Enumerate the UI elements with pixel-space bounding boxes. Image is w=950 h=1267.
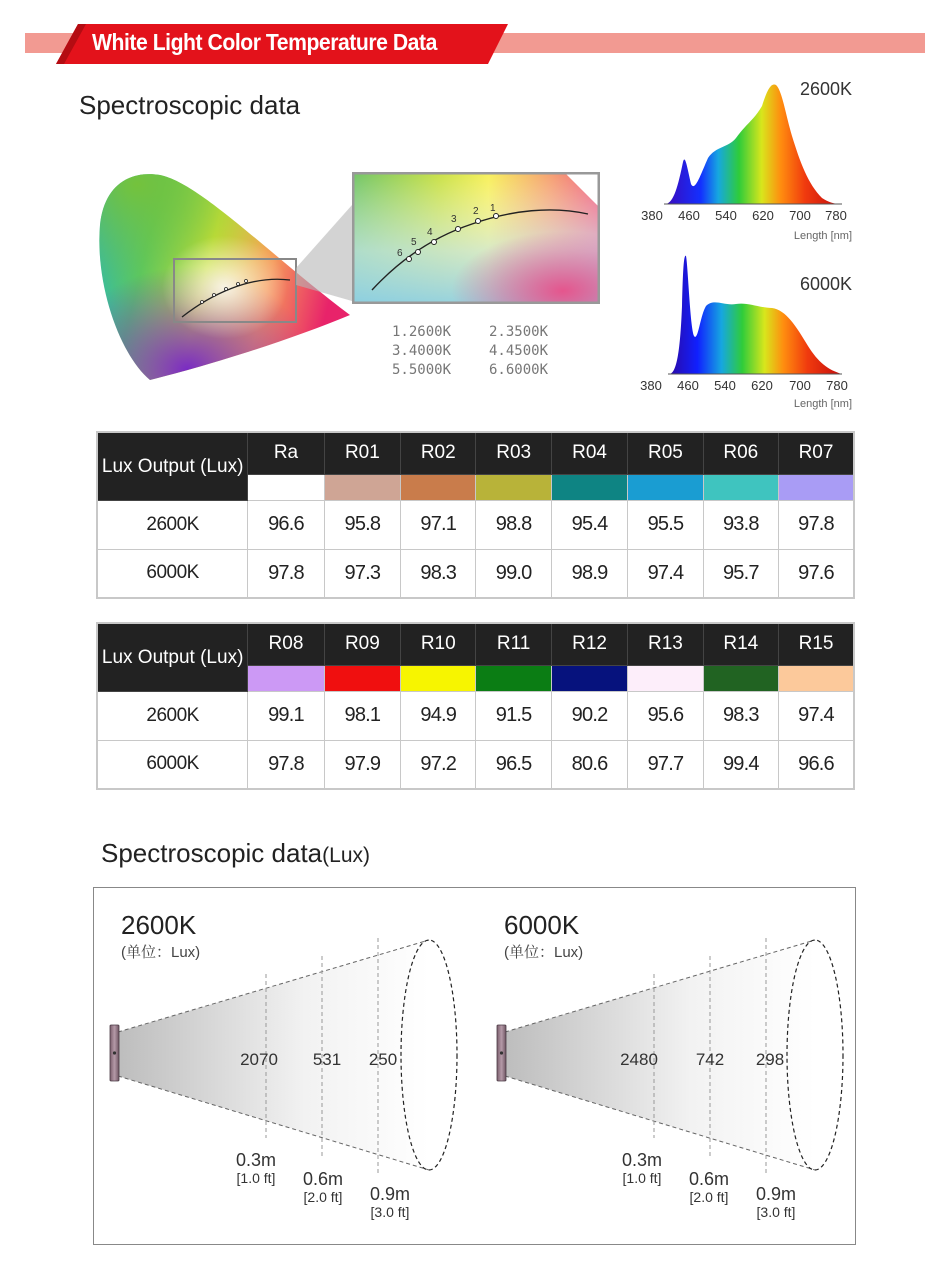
color-swatch: [703, 665, 778, 691]
table-cell: 99.1: [248, 691, 324, 740]
color-swatch: [628, 474, 703, 500]
lux-temp-label: 2600K: [121, 910, 197, 940]
color-swatch: [628, 665, 703, 691]
table-cell: 97.6: [779, 549, 854, 598]
color-swatch: [703, 474, 778, 500]
distance-feet: [1.0 ft]: [236, 1170, 276, 1186]
table-cell: 99.4: [703, 740, 778, 789]
table-cell: 96.6: [248, 500, 324, 549]
column-header: R15: [779, 623, 854, 665]
x-tick-label: 620: [752, 208, 774, 223]
table-cell: 97.9: [324, 740, 400, 789]
lux-unit-label: (单位：Lux): [504, 944, 584, 961]
color-swatch: [248, 665, 324, 691]
table-cell: 98.3: [703, 691, 778, 740]
color-swatch: [779, 474, 854, 500]
column-header: R14: [703, 623, 778, 665]
color-swatch: [248, 474, 324, 500]
lux-panel: [93, 887, 856, 1245]
table-cell: 97.4: [779, 691, 854, 740]
column-header: R08: [248, 623, 324, 665]
distance-meters: 0.6m: [302, 1169, 344, 1189]
lux-value: 2480: [620, 1050, 658, 1069]
table-cell: 95.7: [703, 549, 778, 598]
distance-label: [370, 1185, 410, 1220]
x-tick-label: 460: [678, 208, 700, 223]
cct-item: 4.4500K: [489, 343, 549, 359]
cie-diagram: [90, 165, 360, 385]
column-header: R07: [779, 432, 854, 474]
lux-value: 298: [755, 1050, 785, 1069]
distance-feet: [2.0 ft]: [303, 1189, 343, 1205]
color-swatch: [324, 665, 400, 691]
distance-meters: 0.3m: [235, 1150, 277, 1170]
lux-block-2600k: [94, 888, 474, 1244]
x-tick-label: 700: [789, 378, 811, 393]
table-cell: 91.5: [476, 691, 551, 740]
table-cell: 93.8: [703, 500, 778, 549]
color-swatch: [401, 474, 476, 500]
spectrum-temp-label: 2600K: [799, 79, 852, 99]
cie-point-label: 2: [473, 206, 479, 217]
lux-temp-label: 6000K: [504, 910, 580, 940]
table-corner-label: Lux Output (Lux): [97, 432, 248, 500]
cct-item: 3.4000K: [392, 343, 452, 359]
table-cell: 80.6: [551, 740, 627, 789]
spectroscopic-data-title: Spectroscopic data: [79, 90, 301, 120]
distance-feet: [1.0 ft]: [622, 1170, 662, 1186]
distance-meters: 0.9m: [755, 1184, 797, 1204]
table-cell: 98.8: [476, 500, 551, 549]
distance-feet: [3.0 ft]: [370, 1204, 410, 1220]
color-swatch: [779, 665, 854, 691]
distance-meters: 0.6m: [688, 1169, 730, 1189]
color-swatch: [401, 665, 476, 691]
color-swatch: [551, 665, 627, 691]
cct-item: 6.6000K: [489, 362, 549, 378]
color-swatch: [476, 474, 551, 500]
distance-label: [689, 1170, 729, 1205]
column-header: R12: [551, 623, 627, 665]
distance-feet: [3.0 ft]: [756, 1204, 796, 1220]
row-label: 6000K: [97, 549, 248, 598]
table-cell: 99.0: [476, 549, 551, 598]
row-label: 2600K: [97, 691, 248, 740]
cie-point-label: 5: [411, 237, 417, 248]
column-header: R05: [628, 432, 703, 474]
table-row: [97, 691, 854, 740]
lux-unit-label: (单位：Lux): [121, 944, 201, 961]
table-cell: 98.9: [551, 549, 627, 598]
distance-label: [756, 1185, 796, 1220]
table-cell: 97.2: [401, 740, 476, 789]
x-tick-label: 540: [714, 378, 736, 393]
table-row: [97, 500, 854, 549]
spectrum-unit-label: Length [nm]: [793, 230, 852, 242]
table-cell: 95.8: [324, 500, 400, 549]
table-cell: 97.8: [248, 740, 324, 789]
table-cell: 96.6: [779, 740, 854, 789]
x-tick-label: 460: [677, 378, 699, 393]
table-cell: 97.8: [248, 549, 324, 598]
distance-meters: 0.9m: [369, 1184, 411, 1204]
table-cell: 97.8: [779, 500, 854, 549]
table-cell: 95.4: [551, 500, 627, 549]
distance-feet: [2.0 ft]: [689, 1189, 729, 1205]
distance-label: [622, 1151, 662, 1186]
cri-table-ra-r07: [96, 431, 855, 599]
lux-block-6000k: [475, 888, 855, 1244]
column-header: R03: [476, 432, 551, 474]
cie-zoom-view: [352, 172, 600, 304]
cct-item: 2.3500K: [489, 324, 549, 340]
color-swatch: [324, 474, 400, 500]
table-row: [97, 740, 854, 789]
lux-section-title: [101, 838, 370, 869]
table-cell: 97.4: [628, 549, 703, 598]
cie-point-label: 3: [451, 214, 457, 225]
lux-value: 250: [368, 1050, 398, 1069]
color-swatch: [476, 665, 551, 691]
table-cell: 97.7: [628, 740, 703, 789]
color-swatch: [551, 474, 627, 500]
row-label: 2600K: [97, 500, 248, 549]
column-header: R10: [401, 623, 476, 665]
lux-section-title-main: Spectroscopic data: [101, 838, 323, 868]
table-cell: 94.9: [401, 691, 476, 740]
table-cell: 95.6: [628, 691, 703, 740]
table-cell: 98.1: [324, 691, 400, 740]
table-cell: 97.3: [324, 549, 400, 598]
lux-section-title-suffix: (Lux): [322, 844, 370, 867]
cie-point-label: 1: [490, 203, 496, 214]
cct-item: 1.2600K: [392, 324, 452, 340]
x-tick-label: 380: [640, 378, 662, 393]
table-cell: 96.5: [476, 740, 551, 789]
table-cell: 95.5: [628, 500, 703, 549]
cie-point-label: 6: [397, 248, 403, 259]
column-header: R06: [703, 432, 778, 474]
column-header: R09: [324, 623, 400, 665]
x-tick-label: 700: [789, 208, 811, 223]
column-header: R02: [401, 432, 476, 474]
spectrum-6000k: [636, 246, 856, 416]
cri-table-r08-r15: [96, 622, 855, 790]
banner-title: White Light Color Temperature Data: [92, 29, 437, 55]
cie-point-label: 4: [427, 227, 433, 238]
x-tick-label: 380: [641, 208, 663, 223]
column-header: R01: [324, 432, 400, 474]
table-row: [97, 549, 854, 598]
table-cell: 98.3: [401, 549, 476, 598]
row-label: 6000K: [97, 740, 248, 789]
x-tick-label: 780: [826, 378, 848, 393]
column-header: R11: [476, 623, 551, 665]
table-cell: 97.1: [401, 500, 476, 549]
x-tick-label: 540: [715, 208, 737, 223]
column-header: Ra: [248, 432, 324, 474]
column-header: R04: [551, 432, 627, 474]
spectrum-temp-label: 6000K: [799, 274, 852, 294]
lux-value: 2070: [240, 1050, 278, 1069]
x-tick-label: 780: [825, 208, 847, 223]
distance-label: [303, 1170, 343, 1205]
spectrum-2600k: [636, 76, 856, 246]
distance-meters: 0.3m: [621, 1150, 663, 1170]
x-tick-label: 620: [751, 378, 773, 393]
lux-value: 531: [312, 1050, 342, 1069]
lux-value: 742: [695, 1050, 725, 1069]
distance-label: [236, 1151, 276, 1186]
table-cell: 90.2: [551, 691, 627, 740]
spectrum-unit-label: Length [nm]: [793, 398, 852, 410]
cct-legend: [392, 323, 592, 380]
cct-item: 5.5000K: [392, 362, 452, 378]
table-corner-label: Lux Output (Lux): [97, 623, 248, 691]
column-header: R13: [628, 623, 703, 665]
